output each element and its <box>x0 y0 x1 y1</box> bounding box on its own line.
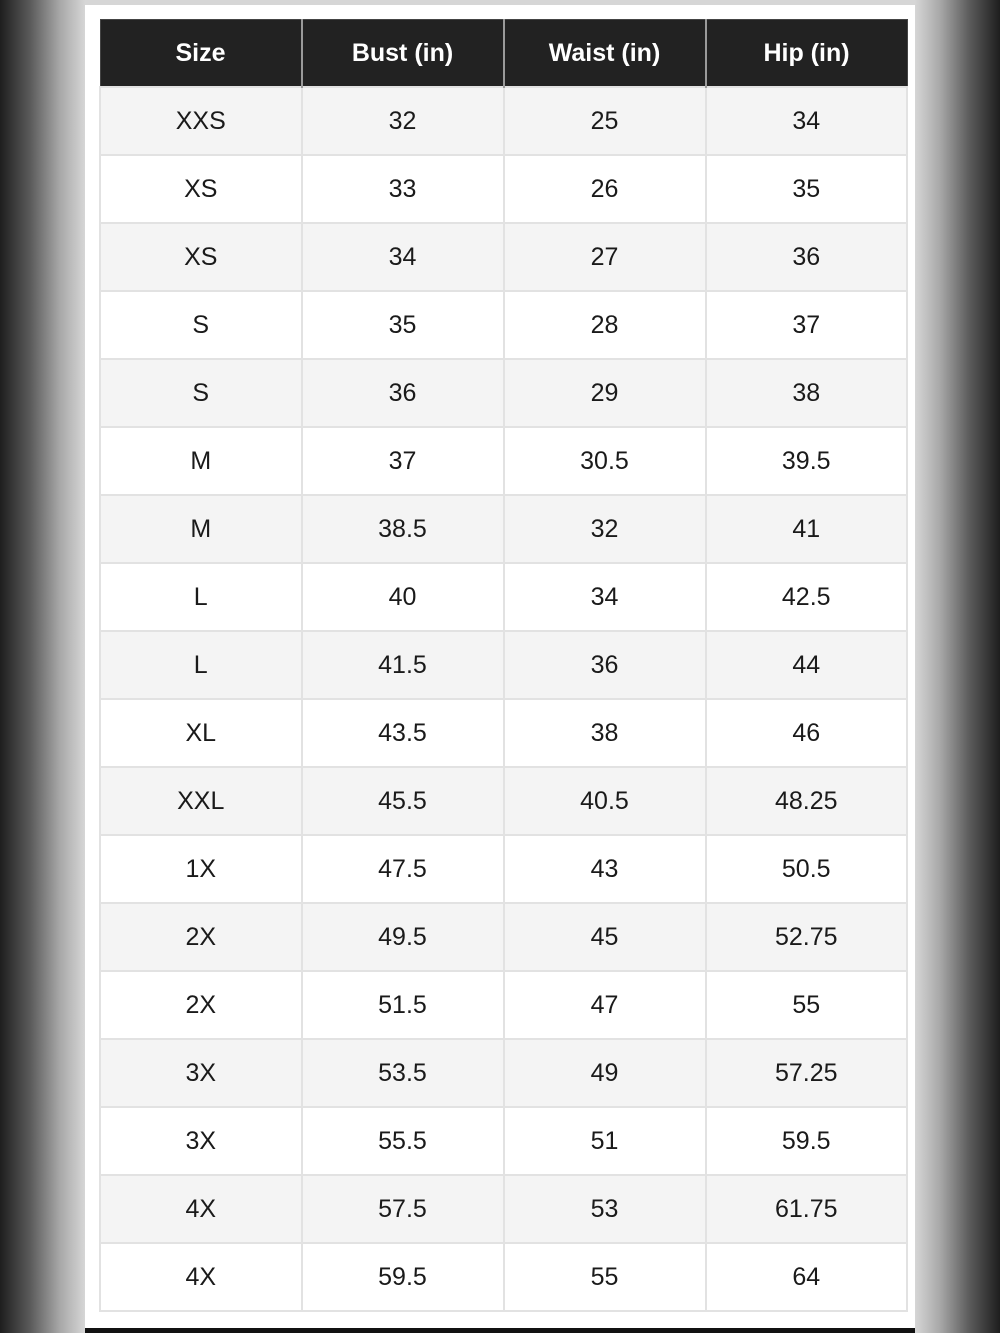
cell-size: S <box>100 291 302 359</box>
table-row <box>100 495 907 563</box>
cell-waist: 25 <box>504 87 706 155</box>
bottom-edge <box>85 1328 915 1333</box>
table-row <box>100 359 907 427</box>
header-row <box>100 20 907 88</box>
table-row <box>100 563 907 631</box>
cell-hip: 36 <box>706 223 908 291</box>
table-row <box>100 87 907 155</box>
cell-bust: 36 <box>302 359 504 427</box>
cell-hip: 59.5 <box>706 1107 908 1175</box>
header-bust: Bust (in) <box>302 20 504 88</box>
cell-waist: 34 <box>504 563 706 631</box>
cell-size: XS <box>100 155 302 223</box>
size-chart-table <box>99 19 908 1312</box>
header-hip: Hip (in) <box>706 20 908 88</box>
cell-size: 4X <box>100 1243 302 1311</box>
cell-size: M <box>100 427 302 495</box>
table-row <box>100 631 907 699</box>
cell-hip: 57.25 <box>706 1039 908 1107</box>
cell-size: XL <box>100 699 302 767</box>
header-size: Size <box>100 20 302 88</box>
cell-size: XS <box>100 223 302 291</box>
table-row <box>100 291 907 359</box>
table-row <box>100 427 907 495</box>
cell-hip: 44 <box>706 631 908 699</box>
cell-size: L <box>100 631 302 699</box>
cell-size: M <box>100 495 302 563</box>
cell-bust: 53.5 <box>302 1039 504 1107</box>
table-row <box>100 903 907 971</box>
cell-waist: 51 <box>504 1107 706 1175</box>
table-row <box>100 835 907 903</box>
cell-bust: 32 <box>302 87 504 155</box>
table-row <box>100 223 907 291</box>
table-row <box>100 699 907 767</box>
cell-waist: 40.5 <box>504 767 706 835</box>
cell-waist: 28 <box>504 291 706 359</box>
cell-size: 3X <box>100 1107 302 1175</box>
cell-hip: 50.5 <box>706 835 908 903</box>
cell-bust: 59.5 <box>302 1243 504 1311</box>
cell-bust: 34 <box>302 223 504 291</box>
cell-hip: 34 <box>706 87 908 155</box>
table-header <box>100 20 907 88</box>
cell-hip: 39.5 <box>706 427 908 495</box>
cell-size: 2X <box>100 971 302 1039</box>
cell-hip: 38 <box>706 359 908 427</box>
cell-size: 4X <box>100 1175 302 1243</box>
table-row <box>100 767 907 835</box>
cell-hip: 41 <box>706 495 908 563</box>
cell-bust: 49.5 <box>302 903 504 971</box>
cell-size: XXS <box>100 87 302 155</box>
cell-hip: 46 <box>706 699 908 767</box>
cell-bust: 35 <box>302 291 504 359</box>
cell-bust: 43.5 <box>302 699 504 767</box>
cell-hip: 48.25 <box>706 767 908 835</box>
size-chart-sheet <box>85 5 915 1328</box>
cell-size: S <box>100 359 302 427</box>
cell-waist: 30.5 <box>504 427 706 495</box>
table-row <box>100 971 907 1039</box>
cell-hip: 61.75 <box>706 1175 908 1243</box>
cell-bust: 40 <box>302 563 504 631</box>
cell-size: L <box>100 563 302 631</box>
cell-hip: 42.5 <box>706 563 908 631</box>
cell-bust: 45.5 <box>302 767 504 835</box>
cell-waist: 29 <box>504 359 706 427</box>
cell-size: XXL <box>100 767 302 835</box>
table-row <box>100 1039 907 1107</box>
cell-size: 1X <box>100 835 302 903</box>
cell-waist: 38 <box>504 699 706 767</box>
cell-waist: 36 <box>504 631 706 699</box>
cell-size: 2X <box>100 903 302 971</box>
table-body <box>100 87 907 1311</box>
table-row <box>100 1175 907 1243</box>
cell-waist: 26 <box>504 155 706 223</box>
cell-waist: 45 <box>504 903 706 971</box>
cell-waist: 49 <box>504 1039 706 1107</box>
cell-hip: 55 <box>706 971 908 1039</box>
cell-waist: 32 <box>504 495 706 563</box>
cell-hip: 37 <box>706 291 908 359</box>
cell-bust: 57.5 <box>302 1175 504 1243</box>
table-row <box>100 155 907 223</box>
cell-hip: 35 <box>706 155 908 223</box>
cell-waist: 43 <box>504 835 706 903</box>
table-row <box>100 1243 907 1311</box>
cell-size: 3X <box>100 1039 302 1107</box>
cell-hip: 64 <box>706 1243 908 1311</box>
cell-bust: 51.5 <box>302 971 504 1039</box>
cell-bust: 41.5 <box>302 631 504 699</box>
cell-bust: 55.5 <box>302 1107 504 1175</box>
cell-bust: 47.5 <box>302 835 504 903</box>
cell-hip: 52.75 <box>706 903 908 971</box>
cell-waist: 55 <box>504 1243 706 1311</box>
header-waist: Waist (in) <box>504 20 706 88</box>
cell-bust: 37 <box>302 427 504 495</box>
cell-bust: 38.5 <box>302 495 504 563</box>
cell-bust: 33 <box>302 155 504 223</box>
cell-waist: 47 <box>504 971 706 1039</box>
cell-waist: 53 <box>504 1175 706 1243</box>
table-row <box>100 1107 907 1175</box>
cell-waist: 27 <box>504 223 706 291</box>
